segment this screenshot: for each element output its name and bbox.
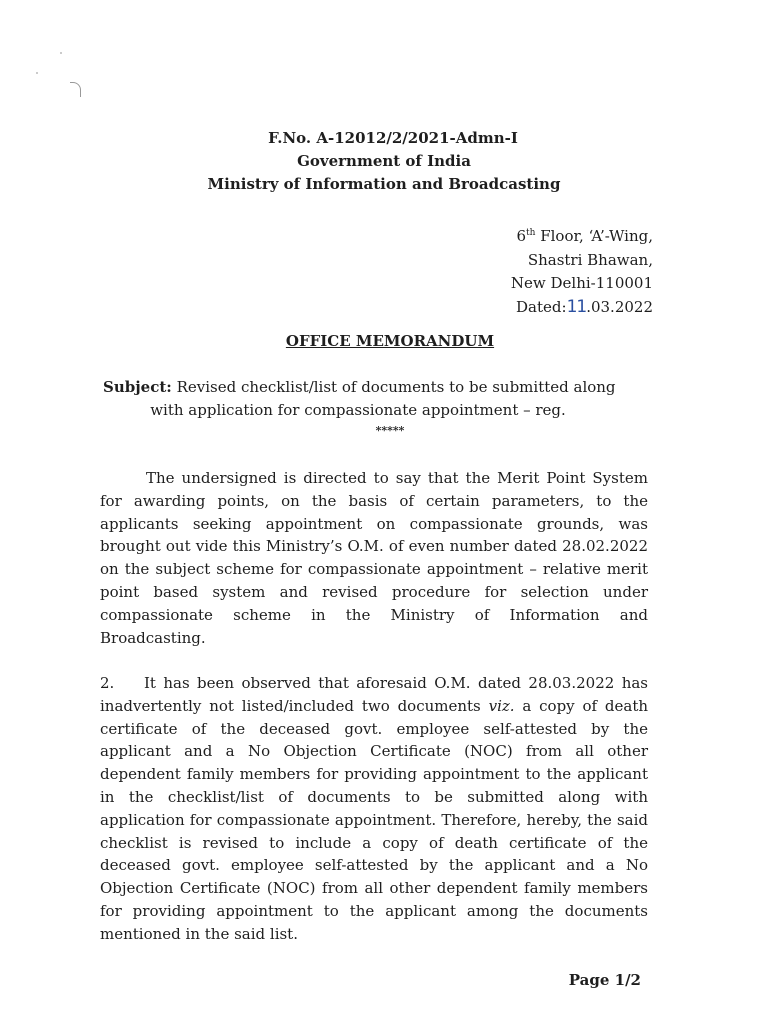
paragraph-2: 2. It has been observed that aforesaid O.M. dated 28.03.2022 has inadvertently not listed/included two documents viz. a copy of death certificate of the deceased govt. employee self-attested by the applicant and a No Objection Certificate (NOC) from all other dependent family members for providing appointment to the applicant in the checklist/list of documents to be submitted along with application for compassionate appointment. Therefore, hereby, the said checklist is revised to include a copy of death certificate of the deceased govt. employee self-attested by the applicant and a No Objection Certificate (NOC) from all other dependent family members for providing appointment to the applicant among the documents mentioned in the said list. <box>100 674 649 943</box>
paragraph-1: The undersigned is directed to say that the Merit Point System for awarding points, on the basis of certain parameters, to the applicants seeking appointment on compassionate grounds, was brought out vide this Ministry’s O.M. of even number dated 28.02.2022 on the subject scheme for compassionate appointment – relative merit point based system and revised procedure for selection under compassionate scheme in the Ministry of Information and Broadcasting. <box>100 469 648 647</box>
viz-italic: viz. <box>488 696 515 715</box>
scan-artifact <box>36 72 38 74</box>
subject-block <box>103 376 653 422</box>
subject-line-1: Revised checklist/list of documents to be submitted along <box>171 378 616 396</box>
subject-label: Subject: <box>103 378 172 396</box>
page-number: Page 1/2 <box>568 971 641 989</box>
scan-artifact <box>60 52 62 54</box>
file-number: F.No. A-12012/2/2021-Admn-I <box>268 129 518 147</box>
address-building: Shastri Bhawan, <box>527 250 653 269</box>
address-floor: 6th Floor, ‘A’-Wing, <box>516 227 653 245</box>
date-line: Dated:11.03.2022 <box>516 296 653 317</box>
office-address <box>511 222 653 319</box>
ministry-name: Ministry of Information and Broadcasting <box>207 175 561 193</box>
separator-stars: ***** <box>375 424 405 437</box>
address-city: New Delhi-110001 <box>510 274 653 292</box>
handwritten-day: 11 <box>566 296 587 317</box>
subject-line-2: with application for compassionate appointment – reg. <box>150 401 566 419</box>
document-header <box>0 127 768 196</box>
government-name: Government of India <box>297 152 471 170</box>
scan-artifact <box>70 82 81 97</box>
memorandum-title: OFFICE MEMORANDUM <box>285 332 495 350</box>
paragraph-number: 2. <box>100 674 115 692</box>
